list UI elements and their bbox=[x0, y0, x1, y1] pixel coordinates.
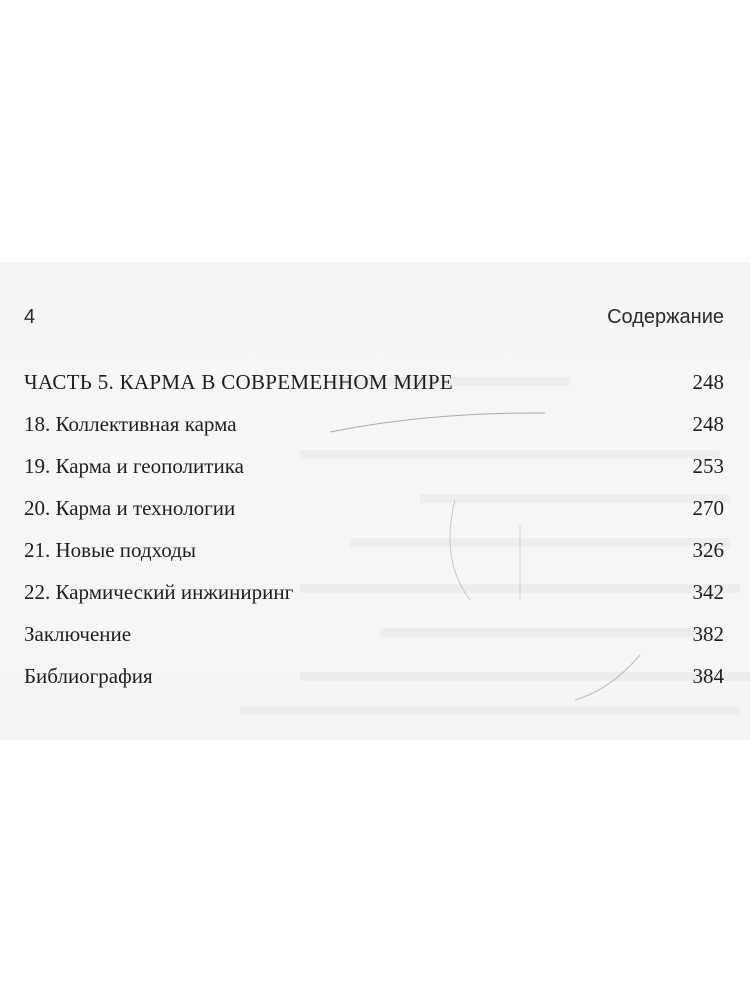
table-of-contents bbox=[24, 366, 724, 702]
toc-entry-page: 382 bbox=[692, 622, 724, 646]
toc-entry-title: 18. Коллективная карма bbox=[24, 412, 237, 436]
toc-entry bbox=[24, 408, 724, 450]
toc-entry bbox=[24, 450, 724, 492]
toc-entry bbox=[24, 576, 724, 618]
toc-entry bbox=[24, 534, 724, 576]
toc-entry-page: 270 bbox=[692, 496, 724, 520]
toc-entry-title: 21. Новые подходы bbox=[24, 538, 196, 562]
toc-entry-title: Библиография bbox=[24, 664, 153, 688]
toc-entry-page: 326 bbox=[692, 538, 724, 562]
toc-entry bbox=[24, 618, 724, 660]
toc-entry bbox=[24, 660, 724, 702]
toc-entry-title: 22. Кармический инжиниринг bbox=[24, 580, 294, 604]
toc-entry-page: 342 bbox=[692, 580, 724, 604]
running-head: Содержание bbox=[607, 306, 724, 328]
toc-entry-page: 384 bbox=[692, 664, 724, 688]
toc-entry-title: Заключение bbox=[24, 622, 132, 646]
toc-entry bbox=[24, 492, 724, 534]
toc-entry-title: 19. Карма и геополитика bbox=[24, 454, 244, 478]
page-header bbox=[24, 306, 724, 336]
page-number: 4 bbox=[24, 306, 36, 328]
toc-entry-page: 248 bbox=[692, 412, 724, 436]
toc-entry-page: 248 bbox=[692, 370, 724, 394]
toc-entry-title: 20. Карма и технологии bbox=[24, 496, 236, 520]
toc-entry bbox=[24, 366, 724, 408]
toc-entry-page: 253 bbox=[692, 454, 724, 478]
toc-entry-title: ЧАСТЬ 5. КАРМА В СОВРЕМЕННОМ МИРЕ bbox=[24, 370, 453, 394]
